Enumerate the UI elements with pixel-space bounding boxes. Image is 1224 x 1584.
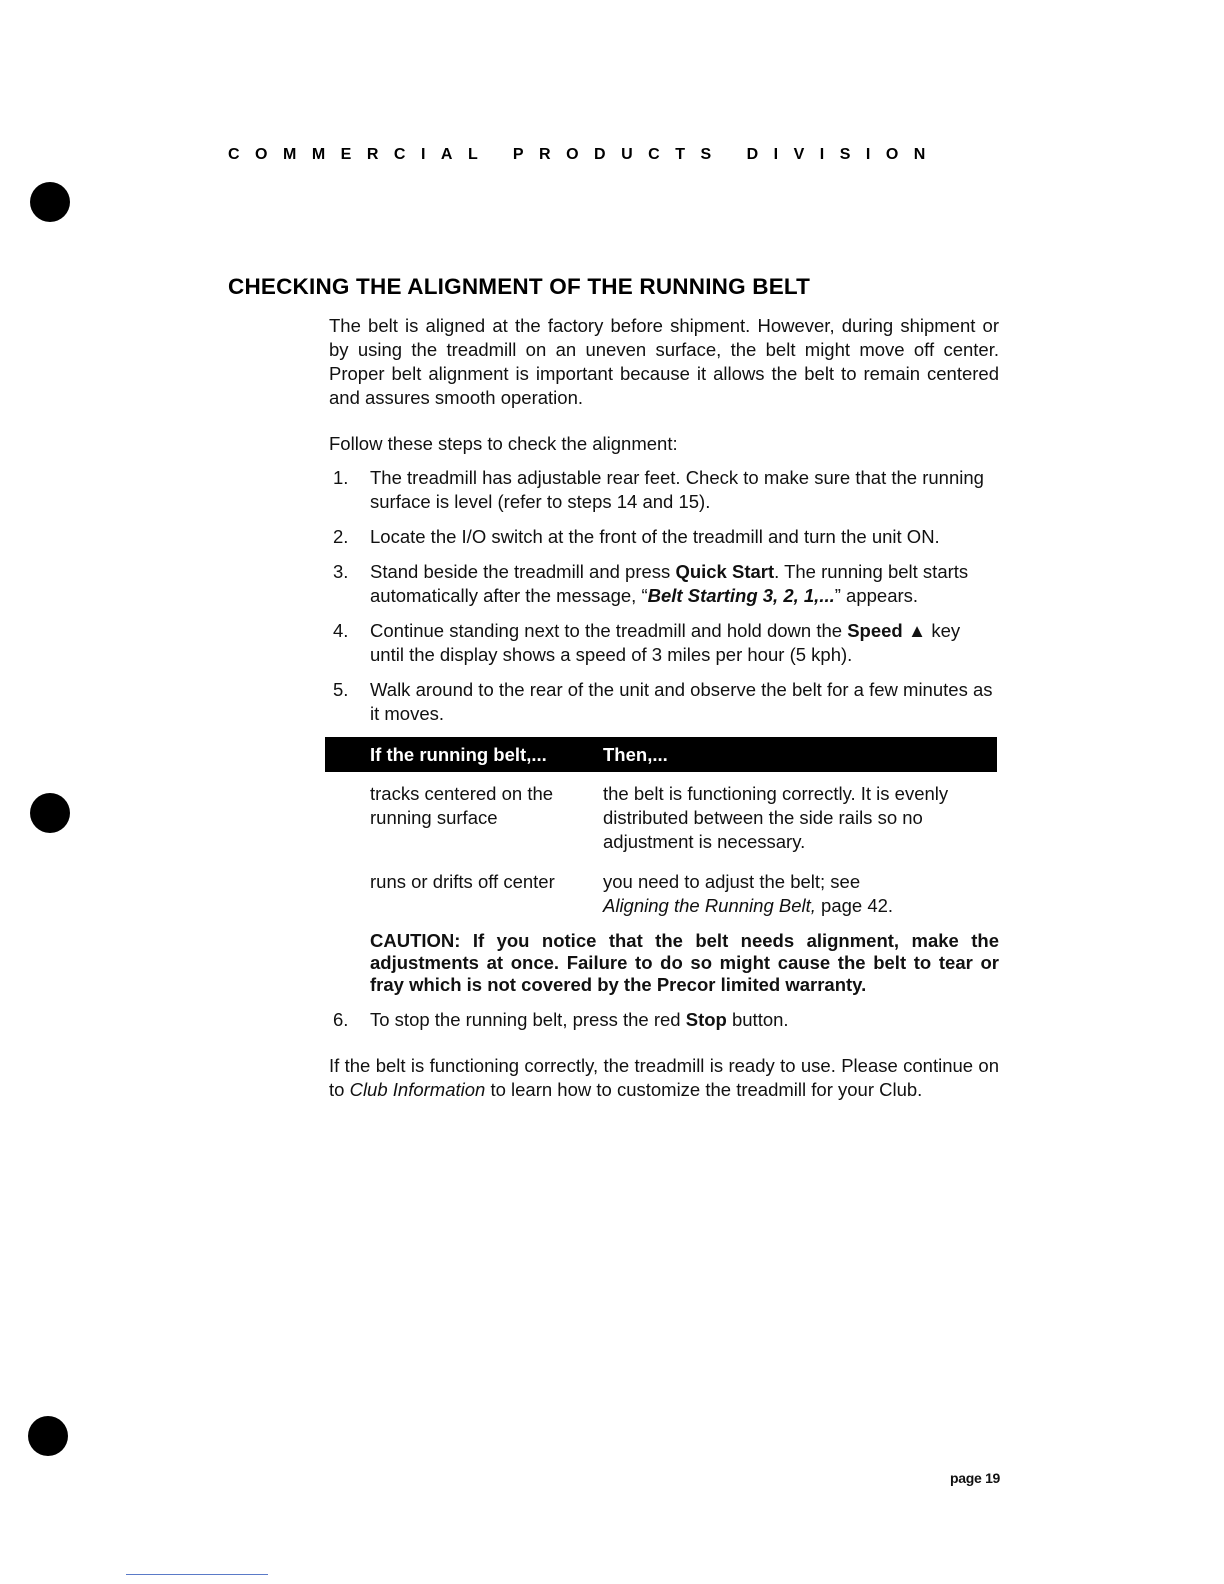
step-number: 1. [333,467,349,488]
list-item [329,466,999,514]
cross-reference-link-text: Aligning the Running Belt, [603,895,816,916]
belt-behavior-table [325,737,997,918]
list-item [329,678,999,726]
stop-key-label: Stop [685,1009,727,1030]
table-cell-condition: tracks centered on the running surface [370,783,554,828]
quick-start-key-label: Quick Start [675,561,775,582]
list-item [329,560,999,608]
step-text: Continue standing next to the treadmill and hold down the Speed ▲ key until the display shows a speed of 3 miles per hour (5 kph). [370,620,961,665]
steps-list [329,466,999,726]
step-number: 4. [333,620,349,641]
table-cell-condition: runs or drifts off center [370,871,555,892]
section-title: CHECKING THE ALIGNMENT OF THE RUNNING BELT [228,274,811,299]
caution-note: CAUTION: If you notice that the belt needs alignment, make the adjustments at once. Failure to do so might cause the belt to tear or fray which is not covered by the Precor limited warranty. [370,930,999,995]
binder-hole-middle [30,793,70,833]
step-number: 6. [333,1009,349,1030]
club-information-reference: Club Information [349,1079,486,1100]
step-number: 2. [333,526,349,547]
table-row [325,777,997,854]
step-number: 3. [333,561,349,582]
table-row [325,865,997,918]
step-text: The treadmill has adjustable rear feet. Check to make sure that the running surface is level (refer to steps 14 and 15). [370,467,984,512]
division-header: COMMERCIAL PRODUCTS DIVISION [228,146,941,163]
document-body [329,314,999,1102]
step-text: Walk around to the rear of the unit and observe the belt for a few minutes as it moves. [370,679,993,724]
table-cell-result: the belt is functioning correctly. It is evenly distributed between the side rails so no adjustment is necessary. [603,783,949,852]
page-number: page 19 [950,1470,1001,1486]
steps-list-continued [329,1008,999,1032]
list-item [329,619,999,667]
list-item [329,525,999,549]
belt-starting-message: Belt Starting 3, 2, 1,... [647,585,835,606]
step-text: Locate the I/O switch at the front of the treadmill and turn the unit ON. [370,526,940,547]
closing-paragraph: If the belt is functioning correctly, the treadmill is ready to use. Please continue on to Club Information to learn how to customize the treadmill for your Club. [329,1055,999,1100]
binder-hole-bottom [28,1416,68,1456]
list-item [329,1008,999,1032]
step-text: To stop the running belt, press the red Stop button. [370,1009,789,1030]
step-text: Stand beside the treadmill and press Quick Start. The running belt starts automatically after the message, “Belt Starting 3, 2, 1,...” appears. [370,561,969,606]
speed-up-key-label: Speed ▲ [847,620,927,641]
binder-hole-top [30,182,70,222]
table-header-row [325,737,997,772]
scan-edge-line [126,1574,268,1575]
step-number: 5. [333,679,349,700]
table-header-result: Then,... [603,743,668,765]
table-header-condition: If the running belt,... [370,743,547,765]
table-cell-result: you need to adjust the belt; see Aligning the Running Belt, page 42. [603,871,894,916]
lead-in-text: Follow these steps to check the alignment: [329,433,678,454]
intro-paragraph: The belt is aligned at the factory before shipment. However, during shipment or by using the treadmill on an uneven surface, the belt might move off center. Proper belt alignment is important because it allows the belt to remain centered and assures smooth operation. [329,315,999,408]
